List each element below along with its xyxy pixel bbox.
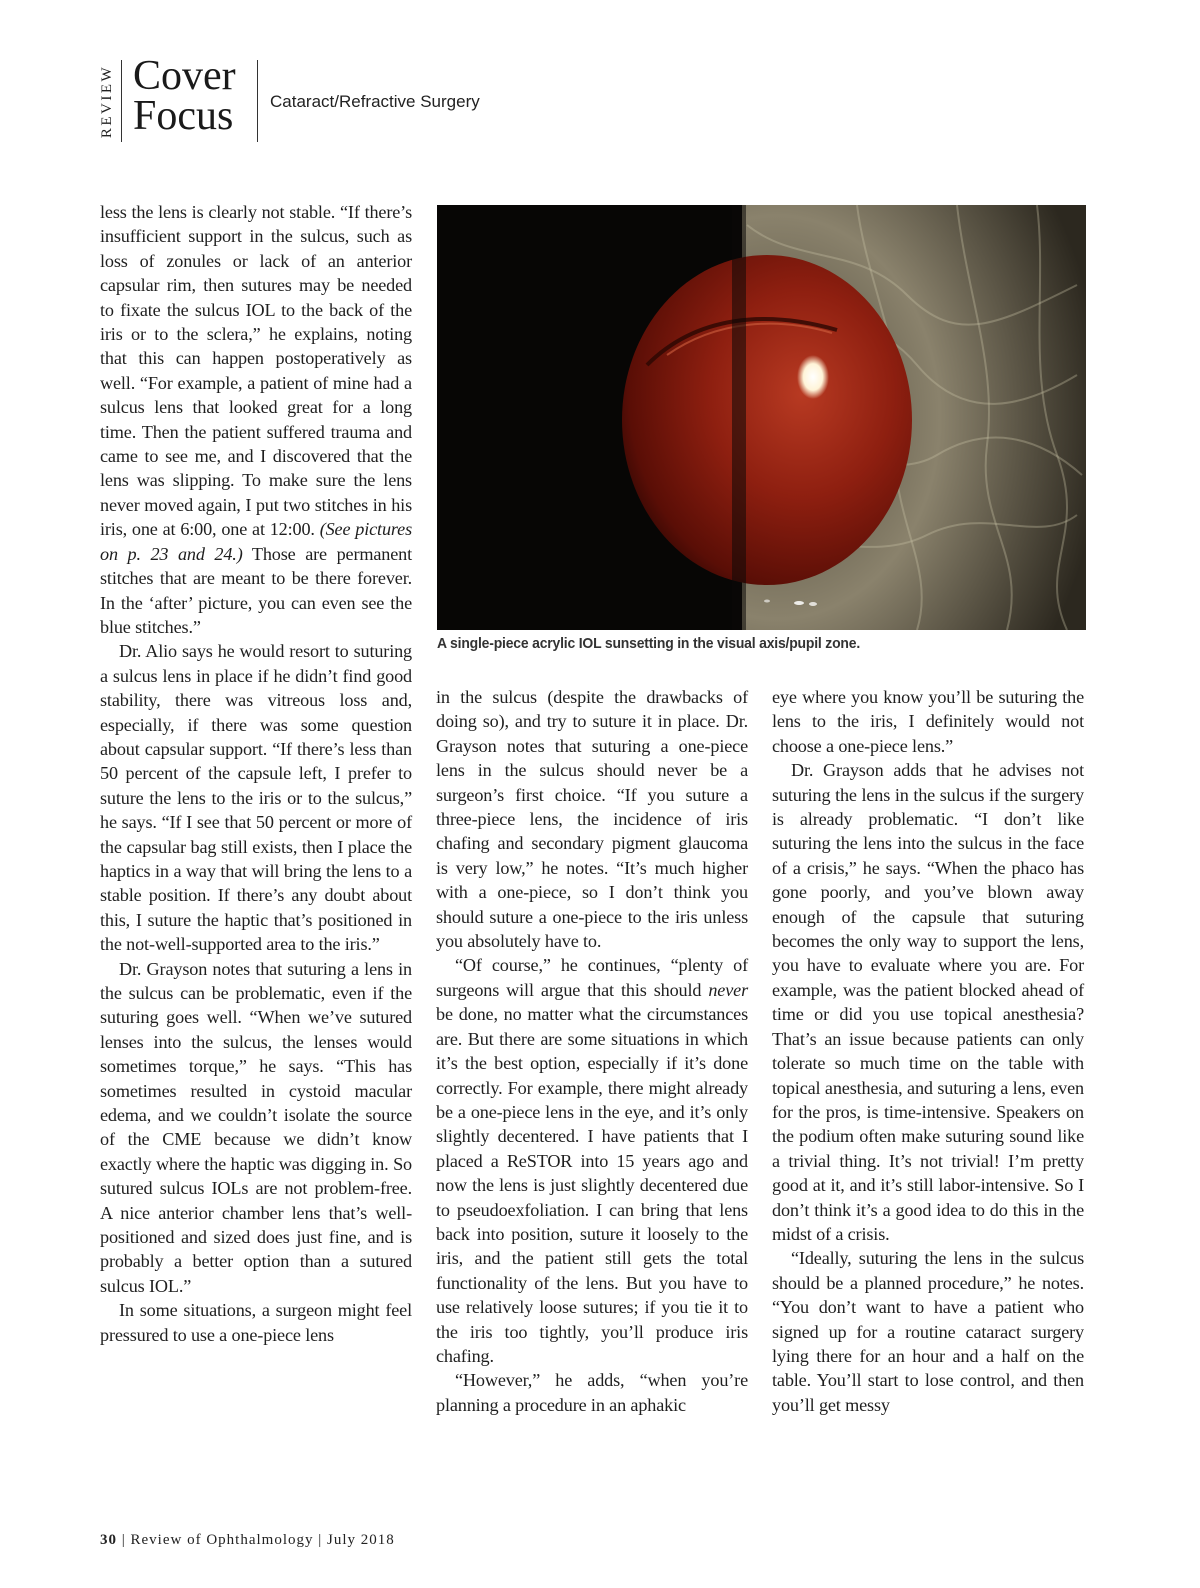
col3-paragraph-3: “Ideally, suturing the lens in the sulcus should be a planned procedure,” he notes. “You don’t want to have a patient who signed up for a routine cataract surgery lying there for an hour and a half on the table. You’ll start to lose control, and then you’ll get messy — [772, 1248, 1084, 1415]
figure-caption: A single-piece acrylic IOL sunsetting in the visual axis/pupil zone. — [437, 635, 861, 652]
page-footer — [100, 1532, 395, 1549]
issue-date: July 2018 — [327, 1532, 395, 1548]
col2-p2-text-a: “Of course,” he continues, “plenty of surgeons will argue that this should — [436, 955, 748, 1000]
footer-separator-2: | — [318, 1532, 323, 1548]
col3-paragraph-1: eye where you know you’ll be suturing the lens to the iris, I definitely would not choose a one-piece lens.” — [772, 687, 1084, 756]
article-column-2 — [436, 685, 748, 1417]
col1-paragraph-3: Dr. Grayson notes that suturing a lens in the sulcus can be problematic, even if the suturing goes well. “When we’ve sutured lenses into the sulcus, the lenses would sometimes torque,” he says. “This has sometimes resulted in cystoid macular edema, and we couldn’t isolate the source of the CME because we didn’t know exactly where the haptic was digging in. So sutured sulcus IOLs are not problem-free. A nice anterior chamber lens that’s well-positioned and sized does just fine, and is probably a better option than a sutured sulcus IOL.” — [100, 958, 412, 1296]
cover-title-line1: Cover — [133, 53, 236, 99]
col1-p1-italic-reference: (See pictures on p. 23 and 24.) — [100, 519, 413, 564]
col2-paragraph-1: in the sulcus (despite the drawbacks of doing so), and try to suture it in place. Dr. Grayson notes that suturing a one-piece lens in the sulcus should never be a surgeon’s first choice. “If you suture a three-piece lens, the incidence of iris chafing and secondary pigment glaucoma is very low,” he notes. “It’s much higher with a one-piece, so I don’t think you should suture a one-piece to the iris unless you absolutely have to. — [436, 687, 748, 952]
col3-paragraph-2: Dr. Grayson adds that he advises not suturing the lens in the sulcus if the surgery is already problematic. “I don’t like suturing the lens into the sulcus in the face of a crisis,” he says. “When the phaco has gone poorly, and you’ve blown away enough of the capsule that suturing becomes the only way to support the lens, you have to evaluate where you are. For example, was the patient blocked ahead of time or did you use topical anesthesia? That’s an issue because patients can only tolerate so much time on the table with topical anesthesia, and suturing a lens, even for the pros, is time-intensive. Speakers on the podium often make suturing sound like a trivial thing. It’s not trivial! I’m pretty good at it, and it’s still labor-intensive. So I don’t think it’s a good idea to do this in the midst of a crisis. — [772, 760, 1084, 1244]
eye-photo — [437, 205, 1086, 630]
col2-paragraph-2 — [436, 953, 748, 1368]
col2-paragraph-3: “However,” he adds, “when you’re planning a procedure in an aphakic — [436, 1370, 748, 1415]
col1-p1-text-a: less the lens is clearly not stable. “If there’s insufficient support in the sulcus, such as loss of zonules or lack of an anterior capsular rim, then sutures may be needed to fixate the sulcus IOL to the back of the iris or to the sclera,” he explains, noting that this can happen postoperatively as well. “For example, a patient of mine had a sulcus lens that looked great for a long time. Then the patient suffered trauma and came to see me, and I discovered that the lens was slipping. To make sure the lens never moved again, I put two stitches in his iris, one at 6:00, one at 12:00. — [100, 202, 412, 540]
col1-paragraph-4: In some situations, a surgeon might feel pressured to use a one-piece lens — [100, 1300, 412, 1345]
col2-p2-italic-word: never — [708, 979, 748, 1000]
header-divider-right — [257, 60, 258, 142]
section-title: Cataract/Refractive Surgery — [270, 92, 480, 111]
eye-photo-illustration — [437, 205, 1086, 630]
review-vertical-label — [98, 58, 118, 144]
page-number: 30 — [100, 1532, 117, 1548]
col1-paragraph-2: Dr. Alio says he would resort to suturing a sulcus lens in place if he didn’t find good stability, there was vitreous loss and, especially, if there was some question about capsular support. “If there’s less than 50 percent of the capsule left, I prefer to suture the lens to the iris or to the sulcus,” he says. “If I see that 50 percent or more of the capsular bag still exists, then I place the haptics in a way that will bring the lens to a stable position. If there’s any doubt about this, I suture the haptic that’s positioned in the not-well-supported area to the iris.” — [100, 641, 412, 955]
col2-p2-text-b: be done, no matter what the circumstances are. But there are some situations in which it’s the best option, especially if it’s done correctly. For example, there might already be a one-piece lens in the eye, and it’s only slightly decentered. I have patients that I placed a ReSTOR into 15 years ago and now the lens is just slightly decentered due to pseudoexfoliation. I can bring that lens back into position, suture it loosely to the iris, and the patient still gets the total functionality of the lens. But you have to use relatively loose sutures; if you tie it to the iris too tightly, you’ll produce iris chafing. — [436, 1004, 748, 1366]
review-label-text: REVIEW — [99, 64, 116, 138]
footer-separator-1: | — [121, 1532, 126, 1548]
col1-paragraph-1 — [100, 200, 412, 639]
header-divider-left — [121, 60, 122, 142]
cover-title-line2: Focus — [133, 93, 234, 139]
publication-name: Review of Ophthalmology — [130, 1532, 314, 1548]
article-column-3 — [772, 685, 1084, 1417]
col1-p1-text-b: Those are permanent stitches that are meant to be there forever. In the ‘after’ picture, you can even see the blue stitches.” — [100, 543, 412, 637]
article-column-1 — [100, 200, 412, 1347]
cover-focus-title — [133, 53, 263, 139]
